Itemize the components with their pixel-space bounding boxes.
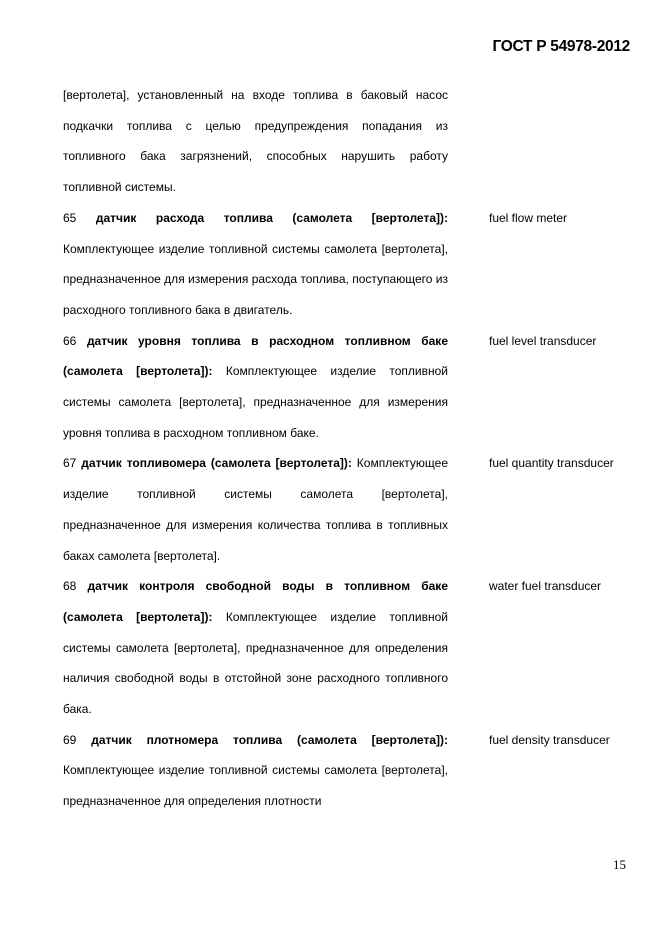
- term-definition: Комплектующее изделие топливной системы самолета [вертолета], предназначенное для определения плотности: [63, 763, 448, 809]
- term-number: 67: [63, 456, 77, 471]
- term-number: 66: [63, 333, 77, 348]
- term-title: датчик плотномера топлива (самолета [вертолета]):: [91, 732, 448, 747]
- standard-code: ГОСТ Р 54978-2012: [492, 38, 630, 55]
- english-equivalent: fuel flow meter: [489, 210, 568, 225]
- english-equivalent: fuel level transducer: [489, 333, 597, 348]
- term-title: датчик контроля свободной воды в топливном баке (самолета [вертолета]):: [63, 579, 448, 624]
- term-title: датчик расхода топлива (самолета [вертолета]):: [95, 210, 448, 225]
- english-equivalent: water fuel transducer: [489, 579, 602, 594]
- term-entry-68: [63, 571, 602, 725]
- term-definition: Комплектующее изделие топливной системы самолета [вертолета], предназначенное для определения наличия свободной воды в отстойной зоне расходного топливного бака.: [63, 609, 449, 717]
- term-definition: Комплектующее изделие топливной системы самолета [вертолета], предназначенное для измерения уровня топлива в расходном топливном баке.: [63, 364, 449, 440]
- term-list: [63, 80, 614, 817]
- term-entry-67: [63, 448, 614, 571]
- term-title: датчик уровня топлива в расходном топливном баке (самолета [вертолета]):: [63, 333, 448, 379]
- term-entry-69: [63, 725, 610, 817]
- term-title: датчик топливомера (самолета [вертолета]):: [81, 456, 352, 471]
- term-entry-65: [63, 203, 568, 326]
- continued-definition: [вертолета], установленный на входе топлива в баковый насос подкачки топлива с целью предупреждения попадания из топливного бака загрязнений, способных нарушить работу топливной системы.: [63, 88, 448, 195]
- english-equivalent: fuel quantity transducer: [489, 456, 614, 471]
- term-definition: Комплектующее изделие топливной системы самолета [вертолета], предназначенное для измерения количества топлива в топливных баках самолета [вертолета].: [63, 456, 448, 563]
- english-equivalent: fuel density transducer: [489, 732, 610, 747]
- term-definition: Комплектующее изделие топливной системы самолета [вертолета], предназначенное для измерения расхода топлива, поступающего из расходного топливного бака в двигатель.: [63, 241, 448, 317]
- term-number: 69: [63, 732, 77, 747]
- term-entry-66: [63, 326, 597, 449]
- page-number: 15: [613, 857, 626, 872]
- term-number: 68: [63, 579, 77, 594]
- term-number: 65: [63, 210, 77, 225]
